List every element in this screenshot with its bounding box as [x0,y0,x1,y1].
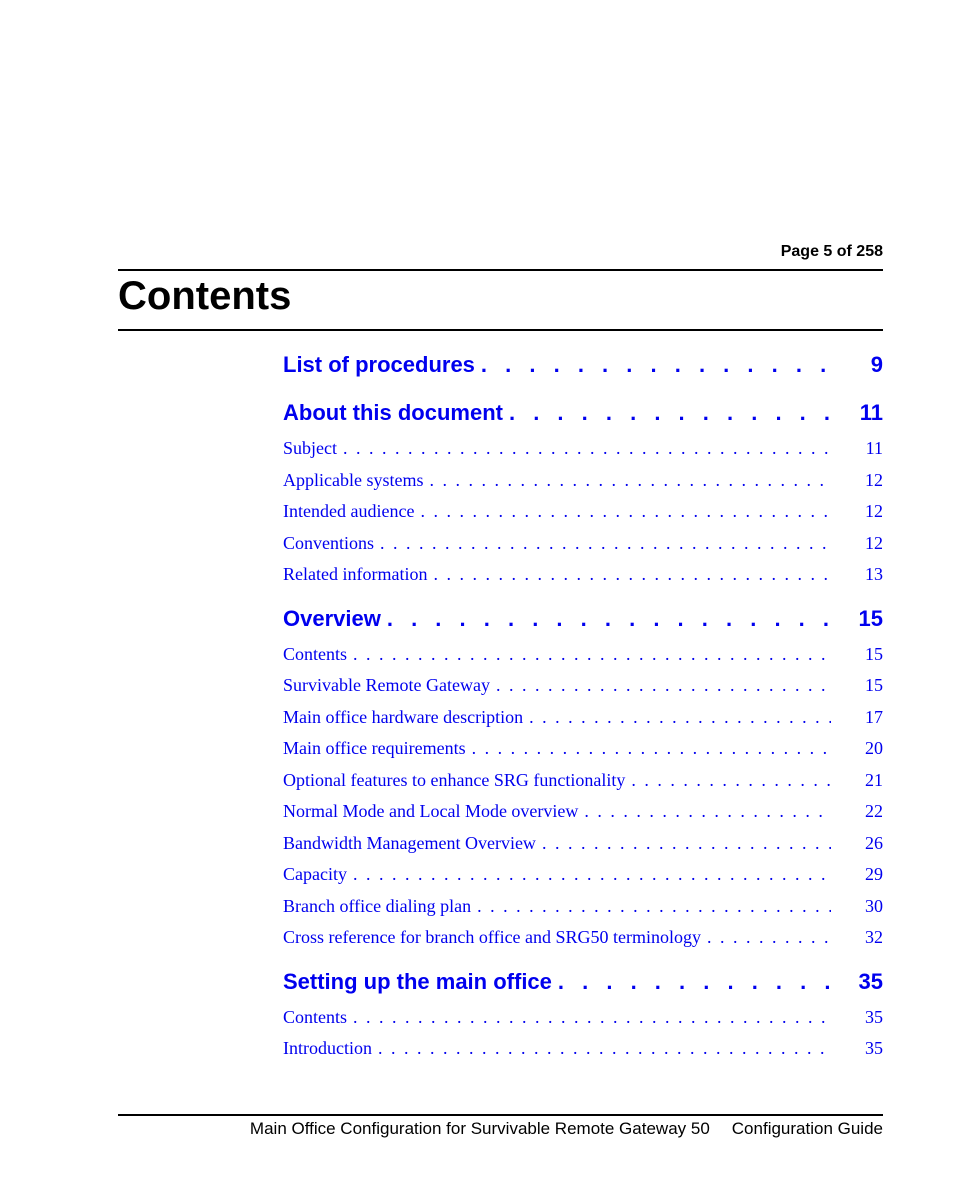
toc-dot-leader [631,765,831,797]
toc-entry-page: 35 [865,1006,883,1027]
toc-dot-leader [529,702,831,734]
toc-entry-page: 11 [865,438,883,458]
toc-entry-link[interactable] [283,922,883,954]
toc-entry-link[interactable] [283,559,883,591]
toc-entry-link[interactable] [283,765,883,797]
toc-entry-link[interactable] [283,1033,883,1065]
toc-chapter-page: 15 [858,605,883,631]
toc-entry-link[interactable] [283,796,883,828]
toc-entry-link[interactable] [283,433,883,465]
toc-section [283,599,883,954]
toc-entry-link[interactable] [283,859,883,891]
toc-dot-leader [387,599,831,639]
toc-entry-page: 12 [865,469,883,490]
toc-dot-leader [509,393,831,433]
toc-dot-leader [343,433,831,465]
toc-dot-leader [477,891,831,923]
toc-section [283,345,883,385]
toc-entry-label: Applicable systems [283,469,424,490]
toc-entry-label: Contents [283,643,348,664]
toc-entry-link[interactable] [283,496,883,528]
toc-entry-label: Intended audience [283,501,415,521]
footer-document-type: Configuration Guide [731,1119,883,1138]
toc-chapter-label: Setting up the main office [283,968,552,994]
toc-entry-label: Cross reference for branch office and SRG50 terminology [283,927,702,947]
top-rule [118,269,883,271]
toc-entry-link[interactable] [283,891,883,923]
page-header-number: Page 5 of 258 [780,243,883,260]
toc-dot-leader [353,859,831,891]
toc-chapter-page: 11 [859,400,883,425]
toc-entry-link[interactable] [283,702,883,734]
toc-chapter-label: Overview [283,605,381,631]
toc-entry-link[interactable] [283,465,883,497]
toc-chapter-label: List of procedures [283,352,475,377]
toc-entry-page: 20 [865,738,883,758]
toc-chapter-page: 35 [858,968,883,994]
toc-dot-leader [378,1033,831,1065]
toc-entry-page: 12 [865,501,883,521]
toc-entry-link[interactable] [283,1002,883,1034]
toc-chapter-link[interactable] [283,599,883,639]
toc-entry-page: 21 [865,769,883,790]
toc-entry-page: 13 [865,564,883,584]
toc-dot-leader [558,962,831,1002]
toc-dot-leader [472,733,831,765]
page-footer [250,1118,883,1140]
toc-section [283,962,883,1065]
toc-dot-leader [707,922,831,954]
toc-entry-page: 30 [865,895,883,916]
toc-dot-leader [353,1002,831,1034]
toc-entry-label: Capacity [283,864,347,884]
toc-entry-page: 22 [865,801,883,821]
toc-entry-label: Bandwidth Management Overview [283,832,536,853]
toc-chapter-link[interactable] [283,962,883,1002]
toc-entry-label: Conventions [283,532,375,553]
toc-entry-label: Survivable Remote Gateway [283,675,490,695]
toc-chapter-link[interactable] [283,345,883,385]
toc-entry-page: 29 [865,864,883,884]
toc-entry-label: Normal Mode and Local Mode overview [283,801,579,821]
toc-dot-leader [433,559,831,591]
bottom-rule [118,1114,883,1116]
toc-chapter-label: About this document [283,400,503,425]
toc-dot-leader [353,639,831,671]
footer-document-title: Main Office Configuration for Survivable Remote Gateway 50 [249,1119,710,1138]
toc-chapter-page: 9 [870,352,883,377]
toc-entry-label: Subject [283,438,337,458]
toc-dot-leader [481,345,831,385]
toc-entry-page: 26 [865,832,883,853]
toc-dot-leader [380,528,831,560]
toc-entry-label: Introduction [283,1038,372,1058]
toc-entry-page: 15 [865,643,883,664]
title-rule [118,329,883,331]
toc-entry-link[interactable] [283,639,883,671]
toc-entry-link[interactable] [283,670,883,702]
toc-entry-page: 15 [865,675,883,695]
toc-dot-leader [496,670,831,702]
toc-entry-page: 32 [865,927,883,947]
page-title: Contents [118,274,292,318]
toc-dot-leader [420,496,831,528]
toc-entry-label: Branch office dialing plan [283,895,472,916]
toc-dot-leader [429,465,831,497]
toc-entry-link[interactable] [283,828,883,860]
toc-dot-leader [542,828,831,860]
toc-entry-label: Main office hardware description [283,706,524,727]
toc-entry-label: Main office requirements [283,738,466,758]
toc-dot-leader [584,796,831,828]
toc-entry-label: Optional features to enhance SRG functionality [283,769,626,790]
toc-entry-link[interactable] [283,733,883,765]
toc-entry-page: 35 [865,1038,883,1058]
table-of-contents [283,345,883,1065]
toc-entry-page: 12 [865,532,883,553]
toc-section [283,393,883,591]
toc-chapter-link[interactable] [283,393,883,433]
toc-entry-link[interactable] [283,528,883,560]
toc-entry-label: Contents [283,1006,348,1027]
toc-entry-label: Related information [283,564,428,584]
toc-entry-page: 17 [865,706,883,727]
